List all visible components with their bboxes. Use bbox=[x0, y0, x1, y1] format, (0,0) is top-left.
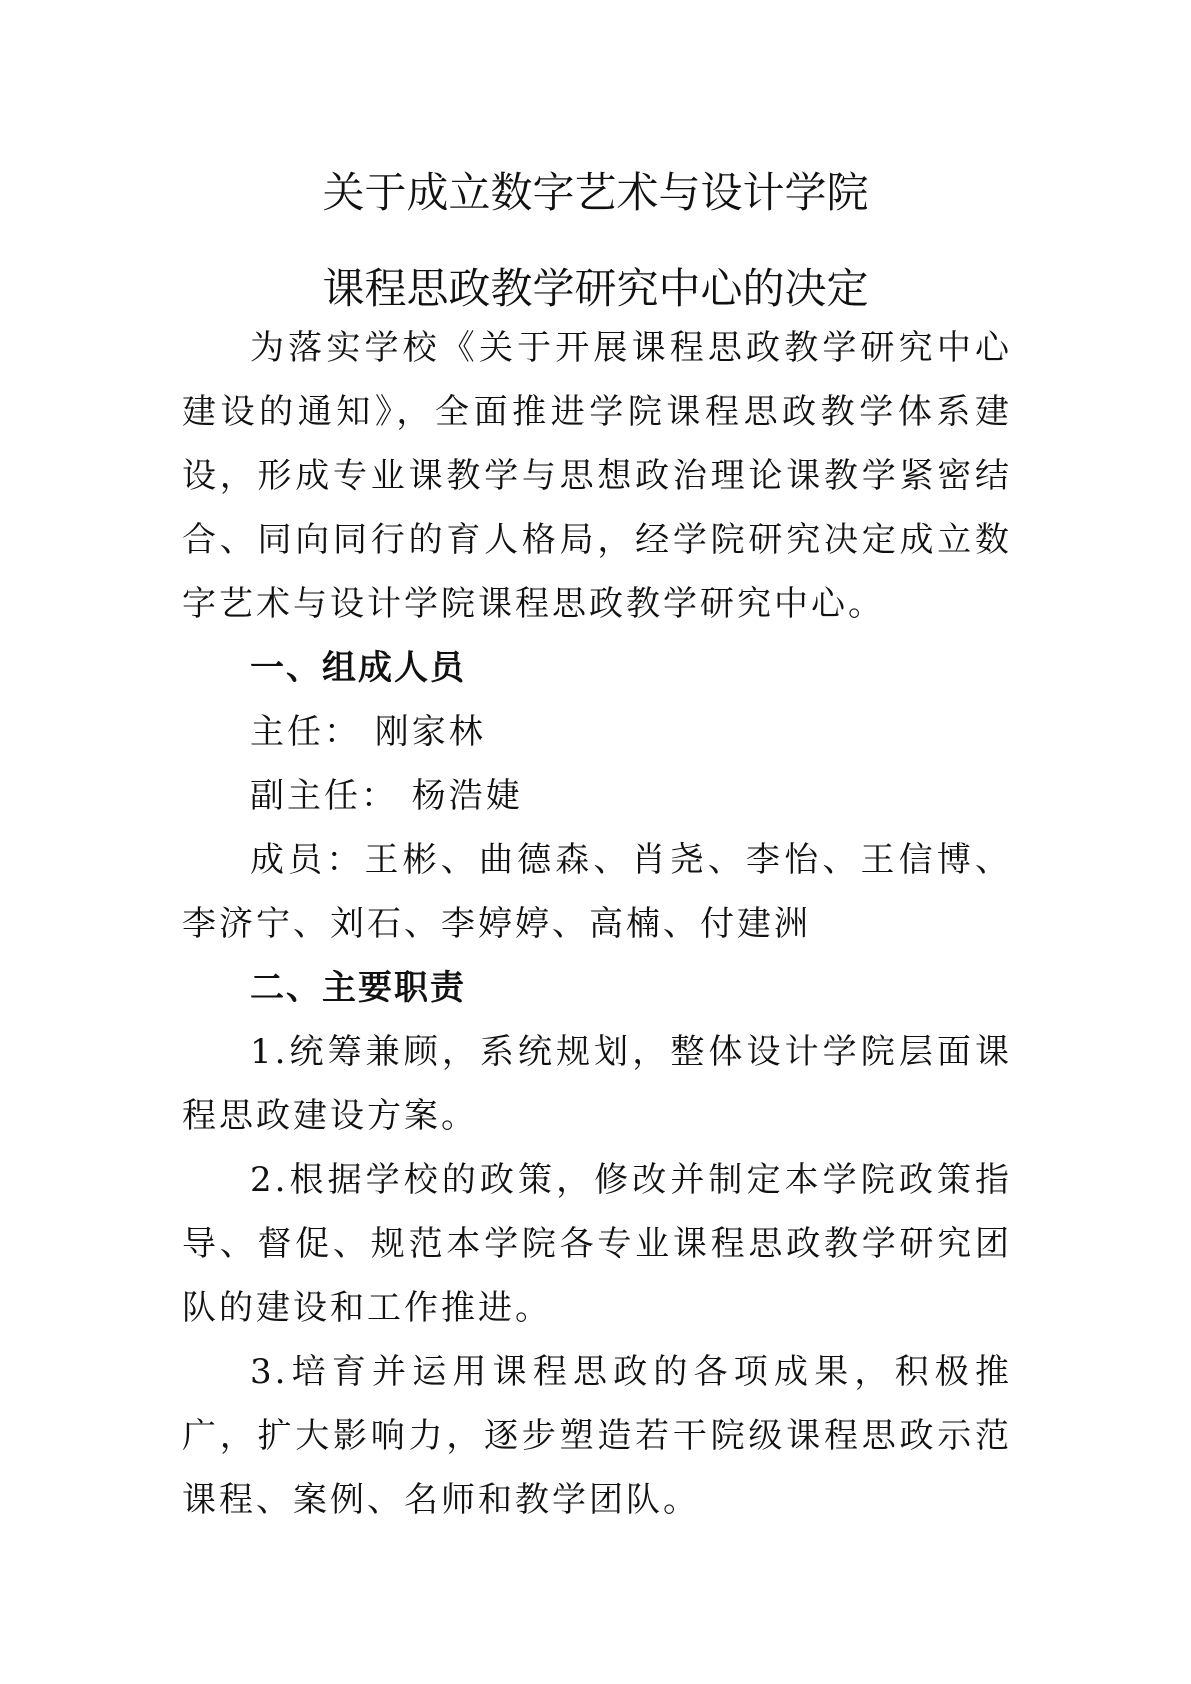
document-title-line-1: 关于成立数字艺术与设计学院 bbox=[322, 168, 869, 217]
intro-paragraph: 为落实学校《关于开展课程思政教学研究中心建设的通知》，全面推进学院课程思政教学体系建设，形成专业课教学与思想政治理论课教学紧密结合、同向同行的育人格局，经学院研究决定成立数字艺术与设计学院课程思政教学研究中心。 bbox=[182, 328, 1012, 624]
duty-item-1: 1.统筹兼顾，系统规划，整体设计学院层面课程思政建设方案。 bbox=[182, 1032, 1012, 1136]
document-title-line-2: 课程思政教学研究中心的决定 bbox=[322, 264, 869, 313]
deputy-director-line: 副主任： 杨浩婕 bbox=[250, 776, 523, 816]
section-heading-duties: 二、主要职责 bbox=[250, 968, 466, 1008]
director-line: 主任： 刚家林 bbox=[250, 712, 486, 752]
members-paragraph: 成员：王彬、曲德森、肖尧、李怡、王信博、李济宁、刘石、李婷婷、高楠、付建洲 bbox=[182, 840, 1012, 944]
document-body bbox=[182, 316, 1012, 1532]
section-heading-members: 一、组成人员 bbox=[250, 648, 466, 688]
duty-item-3: 3.培育并运用课程思政的各项成果，积极推广，扩大影响力，逐步塑造若干院级课程思政示范课程、案例、名师和教学团队。 bbox=[182, 1352, 1012, 1520]
duty-item-2: 2.根据学校的政策，修改并制定本学院政策指导、督促、规范本学院各专业课程思政教学研究团队的建设和工作推进。 bbox=[182, 1160, 1012, 1328]
